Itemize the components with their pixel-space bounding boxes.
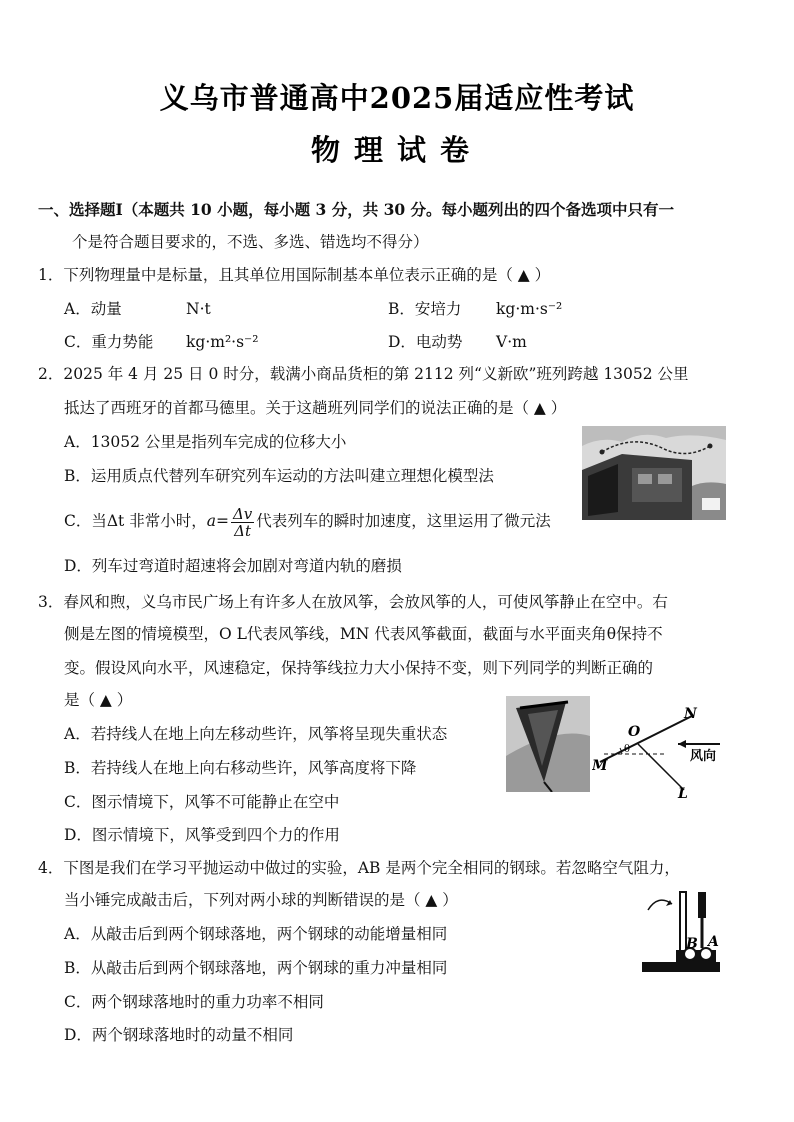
kite-force-diagram [592,704,728,800]
q3-stem-line4: 是（ ▲ ） [64,691,133,709]
q2-option-c [64,502,551,540]
q3-stem-line2: 侧是左图的情境模型，O L代表风筝线，MN 代表风筝截面，截面与水平面夹角θ保持不 [64,625,663,643]
q3-option-a: A．若持线人在地上向左移动些许，风筝将呈现失重状态 [64,725,448,743]
ball-label-b: B [686,936,698,952]
q2-fraction-numerator: Δv [232,504,253,523]
q1-option-d-unit: V·m [496,333,527,351]
q2-stem-line1: 2．2025 年 4 月 25 日 0 时分，载满小商品货柜的第 2112 列“义新欧”班列跨越 13052 公里 [38,365,689,383]
diagram-label-wind: 风向 [690,749,717,764]
q2-option-c-a: a= [206,512,229,530]
section-header-line2: 个是符合题目要求的，不选、多选、错选均不得分） [72,233,429,251]
q1-option-c [64,332,259,352]
q1-option-b-unit: kg·m·s⁻² [496,300,563,318]
q4-stem-line2: 当小锤完成敲击后，下列对两小球的判断错误的是（ ▲ ） [64,891,458,909]
train-map-photo [582,426,726,520]
q2-option-a: A．13052 公里是指列车完成的位移大小 [64,433,347,451]
q4-option-a: A．从敲击后到两个钢球落地，两个钢球的动能增量相同 [64,925,448,943]
diagram-label-n: N [684,706,697,722]
diagram-label-o: O [628,724,641,740]
q2-option-c-prefix: C．当Δt 非常小时， [64,512,207,530]
q4-option-d: D．两个钢球落地时的动量不相同 [64,1026,294,1044]
q1-option-c-unit: kg·m²·s⁻² [186,333,259,351]
q2-option-b: B．运用质点代替列车研究列车运动的方法叫建立理想化模型法 [64,467,494,485]
exam-title: 义乌市普通高中2025届适应性考试 [159,81,635,115]
q3-option-c: C．图示情境下，风筝不可能静止在空中 [64,793,340,811]
q3-option-d: D．图示情境下，风筝受到四个力的作用 [64,826,340,844]
diagram-label-theta: θ [624,744,631,755]
q3-stem-line1: 3．春风和煦，义乌市民广场上有许多人在放风筝，会放风筝的人，可使风筝静止在空中。右 [38,593,668,611]
q4-stem-line1: 4．下图是我们在学习平抛运动中做过的实验，AB 是两个完全相同的钢球。若忽略空气阻力， [38,859,680,877]
q4-option-c: C．两个钢球落地时的重力功率不相同 [64,993,324,1011]
q2-fraction-denominator: Δt [234,521,252,540]
q1-option-b-label: B．安培力 [388,300,462,318]
ball-label-a: A [708,934,719,950]
q4-option-b: B．从敲击后到两个钢球落地，两个钢球的重力冲量相同 [64,959,448,977]
diagram-label-l: L [678,786,688,800]
q2-stem-line2: 抵达了西班牙的首都马德里。关于这趟班列同学们的说法正确的是（ ▲ ） [64,399,567,417]
q1-stem: 1．下列物理量中是标量，且其单位用国际制基本单位表示正确的是（ ▲ ） [38,266,551,284]
q1-option-a-label: A．动量 [64,300,122,318]
q1-option-d-label: D．电动势 [388,333,463,351]
q2-option-c-suffix: 代表列车的瞬时加速度，这里运用了微元法 [256,512,551,530]
diagram-label-m: M [592,758,608,774]
q1-option-a [64,299,211,319]
kite-photo [506,696,590,792]
q3-option-b: B．若持线人在地上向右移动些许，风筝高度将下降 [64,759,417,777]
q2-fraction [231,506,254,539]
q1-option-c-label: C．重力势能 [64,333,154,351]
q1-option-a-unit: N·t [186,300,211,318]
hammer-apparatus-diagram [642,888,724,978]
q1-option-b [388,299,563,319]
exam-subtitle: 物理试卷 [310,133,483,167]
q2-option-d: D．列车过弯道时超速将会加剧对弯道内轨的磨损 [64,557,402,575]
q1-option-d [388,332,527,352]
q3-stem-line3: 变。假设风向水平，风速稳定，保持筝线拉力大小保持不变，则下列同学的判断正确的 [64,659,654,677]
section-header-line1: 一、选择题Ⅰ（本题共 10 小题，每小题 3 分，共 30 分。每小题列出的四个备选项中只有一 [38,200,675,219]
